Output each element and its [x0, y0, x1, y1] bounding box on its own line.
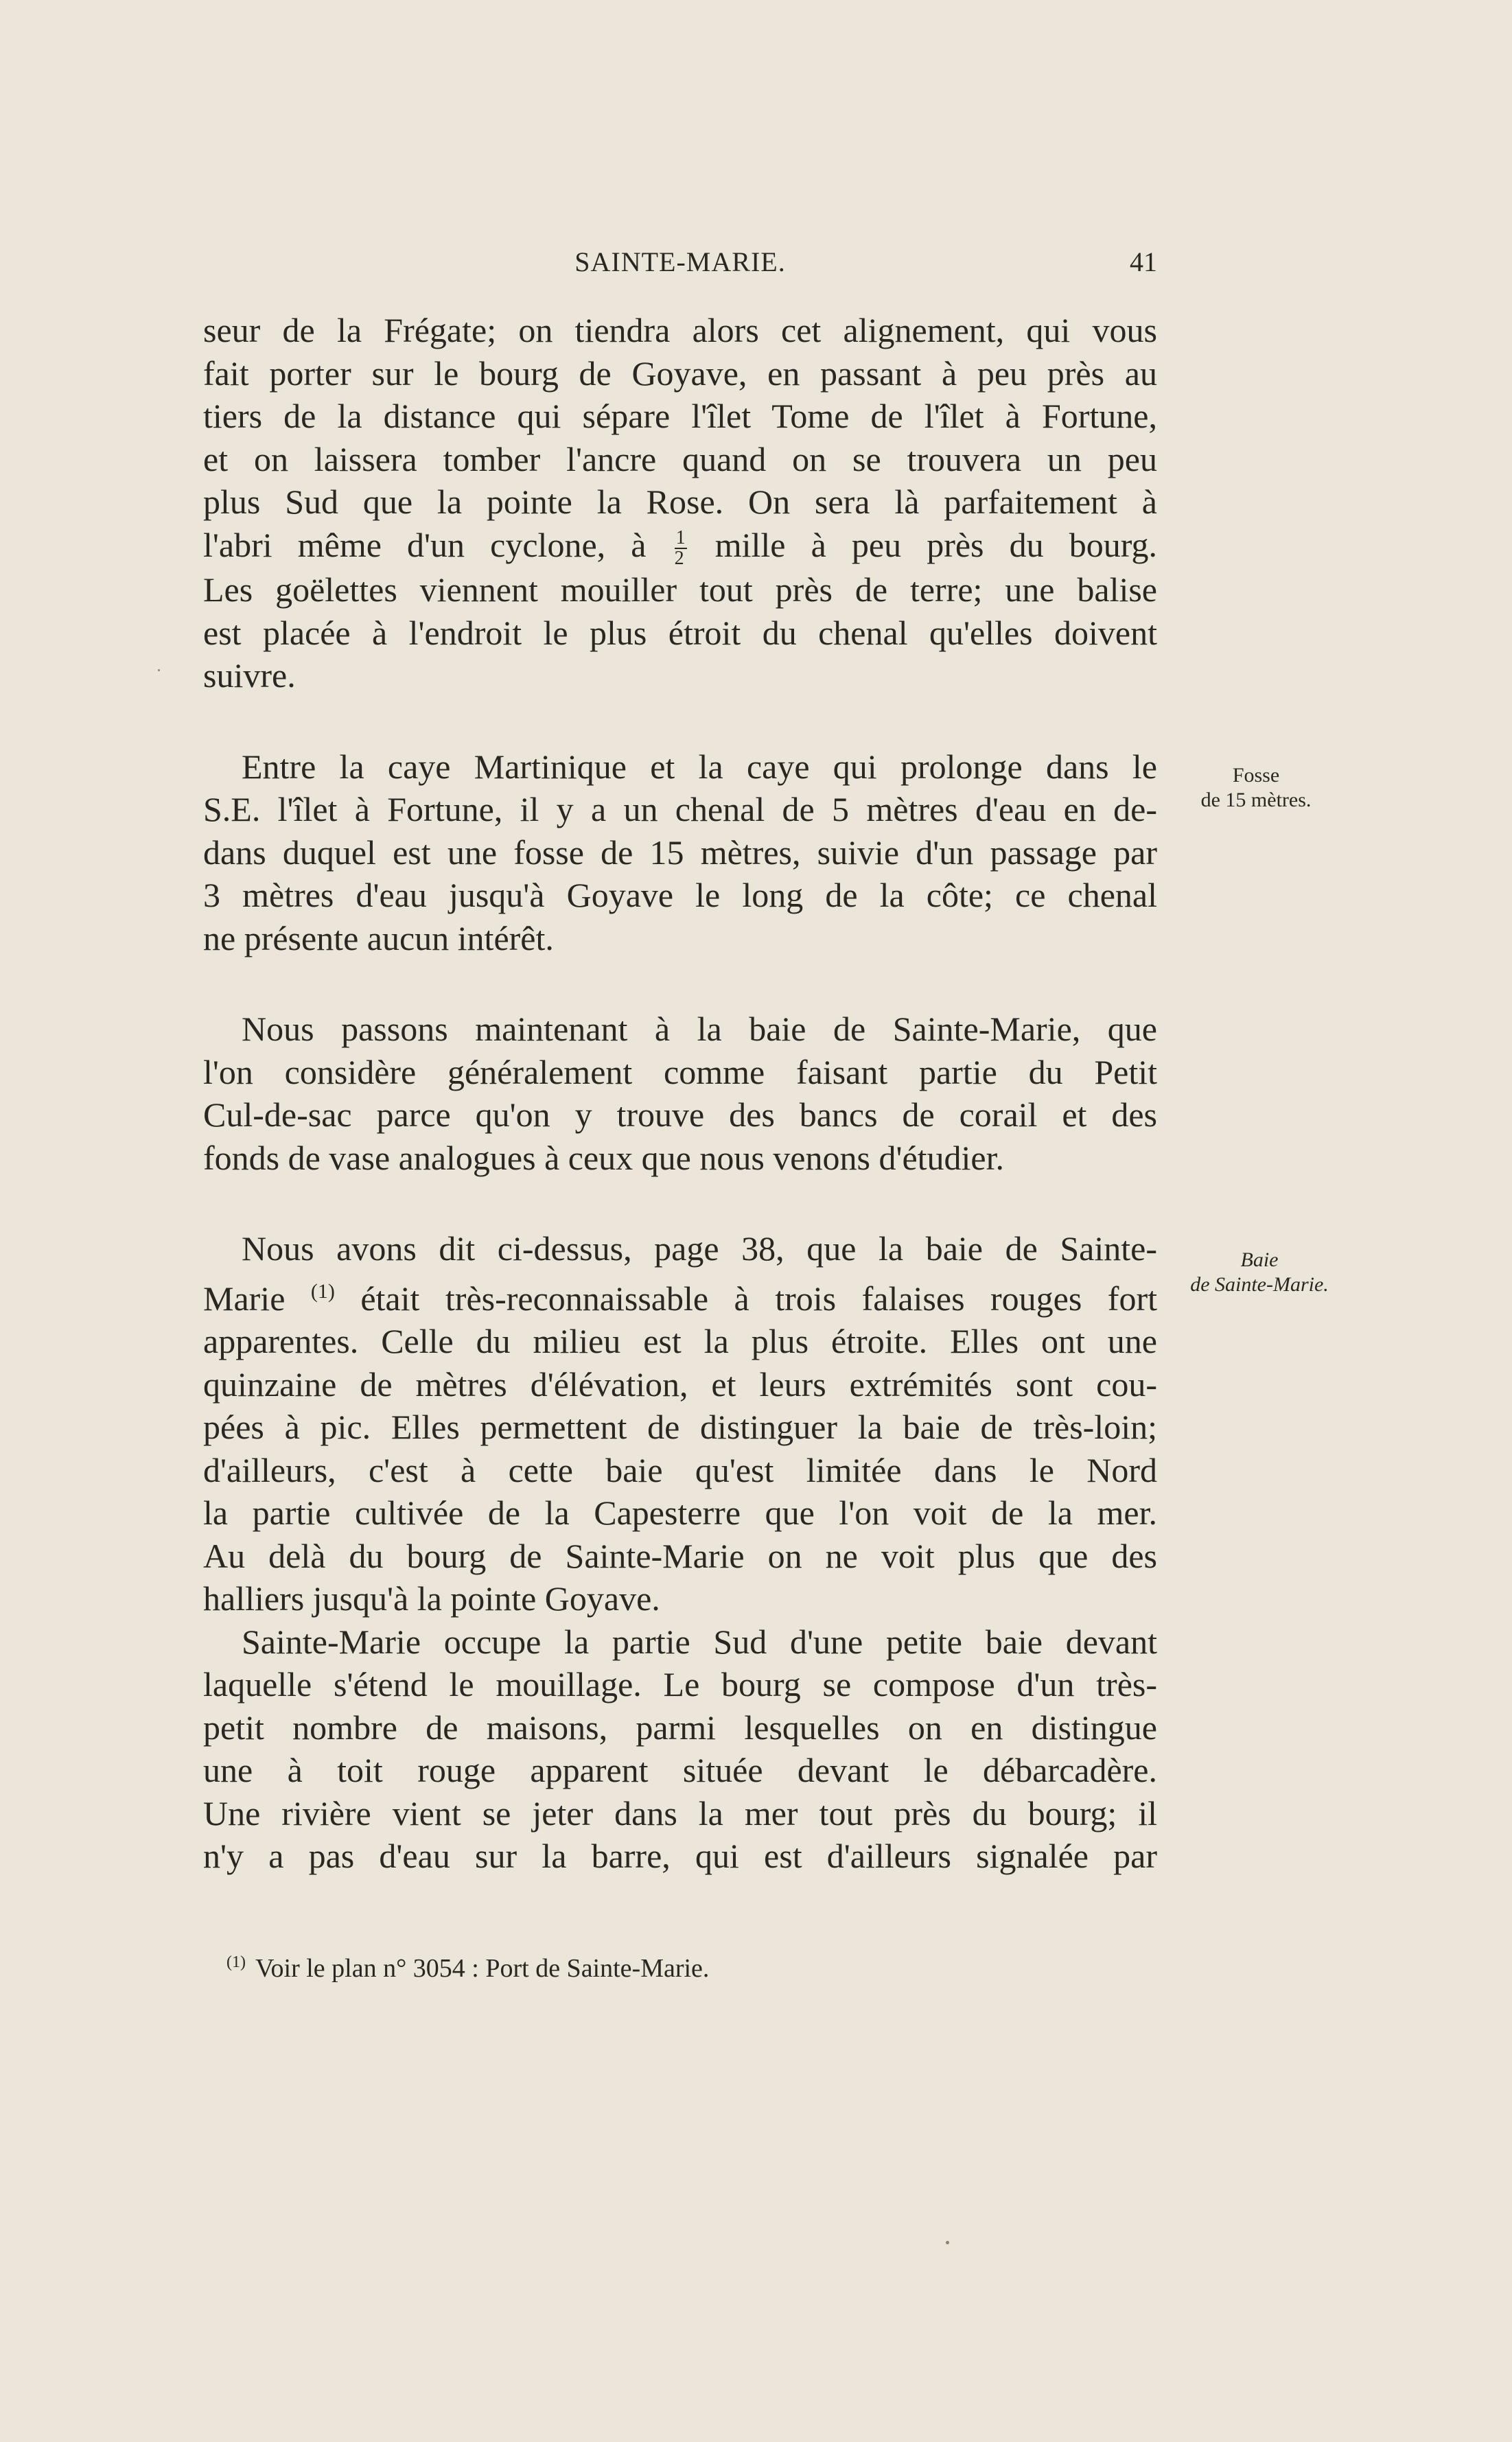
paragraph-spacer: [203, 960, 1157, 1008]
text-line: l'on considère généralement comme faisant partie du Petit: [203, 1052, 1157, 1091]
footnote-text: Voir le plan n° 3054 : Port de Sainte-Marie.: [255, 1954, 710, 1983]
text-line: ne présente aucun intérêt.: [203, 918, 554, 957]
fraction: [675, 528, 687, 568]
text-segment: Marie: [203, 1279, 311, 1318]
text-segment: mille à peu près du bourg.: [689, 525, 1157, 564]
text-line-with-fraction: [203, 524, 1157, 569]
page-header: [203, 246, 1157, 287]
text-line: Au delà du bourg de Sainte-Marie on ne voit plus que des: [203, 1536, 1157, 1575]
paper-speck: [158, 669, 160, 671]
text-line: S.E. l'îlet à Fortune, il y a un chenal de 5 mètres d'eau en de-: [203, 790, 1157, 829]
text-line: seur de la Frégate; on tiendra alors cet alignement, qui vous: [203, 311, 1157, 349]
footnote-reference: (1): [310, 1279, 335, 1303]
text-line: tiers de la distance qui sépare l'îlet Tome de l'îlet à Fortune,: [203, 397, 1157, 435]
text-line: n'y a pas d'eau sur la barre, qui est d'ailleurs signalée par: [203, 1837, 1157, 1876]
text-line: Nous passons maintenant à la baie de Sainte-Marie, que: [242, 1010, 1157, 1049]
text-line: Nous avons dit ci-dessus, page 38, que la baie de Sainte-: [242, 1229, 1157, 1268]
text-line: quinzaine de mètres d'élévation, et leurs extrémités sont cou-: [203, 1364, 1157, 1404]
text-line: la partie cultivée de la Capesterre que l'on voit de la mer.: [203, 1493, 1157, 1533]
fraction-numerator: 1: [675, 527, 686, 549]
text-line: fonds de vase analogues à ceux que nous venons d'étudier.: [203, 1138, 1005, 1177]
paragraph-2: [203, 745, 1157, 960]
text-line: Cul-de-sac parce qu'on y trouve des bancs de corail et des: [203, 1095, 1157, 1135]
text-line: une à toit rouge apparent située devant le débarcadère.: [203, 1751, 1157, 1790]
margin-note-line: Fosse: [1232, 764, 1280, 787]
paragraph-5: [203, 1620, 1157, 1878]
body-text: [203, 309, 1157, 1878]
text-line: est placée à l'endroit le plus étroit du chenal qu'elles doivent: [203, 613, 1157, 652]
margin-note-baie: [1174, 1248, 1345, 1297]
footnote: [203, 1946, 1180, 1984]
text-line: Entre la caye Martinique et la caye qui prolonge dans le: [242, 747, 1157, 786]
margin-note-fosse: [1180, 763, 1331, 813]
text-line-with-footnote-ref: [203, 1270, 1157, 1321]
text-line: laquelle s'étend le mouillage. Le bourg se compose d'un très-: [203, 1665, 1157, 1704]
running-title: SAINTE-MARIE.: [574, 246, 786, 277]
text-line: dans duquel est une fosse de 15 mètres, suivie d'un passage par: [203, 833, 1157, 872]
text-line: 3 mètres d'eau jusqu'à Goyave le long de la côte; ce chenal: [203, 876, 1157, 915]
fraction-denominator: 2: [674, 548, 684, 570]
paragraph-4: [203, 1227, 1157, 1620]
text-line: apparentes. Celle du milieu est la plus étroite. Elles ont une: [203, 1322, 1157, 1361]
text-line: petit nombre de maisons, parmi lesquelles on en distingue: [203, 1708, 1157, 1747]
text-line: et on laissera tomber l'ancre quand on se trouvera un peu: [203, 439, 1157, 478]
text-segment: était très-reconnaissable à trois falaises rouges fort: [334, 1279, 1157, 1318]
paragraph-spacer: [203, 697, 1157, 745]
text-segment: l'abri même d'un cyclone, à: [203, 525, 672, 564]
text-line: Une rivière vient se jeter dans la mer tout près du bourg; il: [203, 1793, 1157, 1833]
text-line: halliers jusqu'à la pointe Goyave.: [203, 1579, 660, 1618]
text-line: fait porter sur le bourg de Goyave, en passant à peu près au: [203, 353, 1157, 393]
margin-note-line: de 15 mètres.: [1200, 789, 1312, 811]
text-line: suivre.: [203, 656, 296, 695]
paragraph-3: [203, 1008, 1157, 1179]
text-line: Les goëlettes viennent mouiller tout près de terre; une balise: [203, 570, 1157, 609]
text-line: pées à pic. Elles permettent de distinguer la baie de très-loin;: [203, 1408, 1157, 1447]
margin-note-line: de Sainte-Marie.: [1190, 1273, 1329, 1296]
paper-speck: [946, 2241, 949, 2244]
text-line: plus Sud que la pointe la Rose. On sera là parfaitement à: [203, 482, 1157, 521]
text-line: Sainte-Marie occupe la partie Sud d'une petite baie devant: [242, 1622, 1157, 1661]
margin-note-line: Baie: [1240, 1248, 1279, 1271]
paragraph-spacer: [203, 1179, 1157, 1227]
footnote-mark: (1): [226, 1953, 246, 1971]
text-line: d'ailleurs, c'est à cette baie qu'est limitée dans le Nord: [203, 1450, 1157, 1489]
page-number: 41: [1130, 246, 1157, 277]
paragraph-1: [203, 309, 1157, 697]
